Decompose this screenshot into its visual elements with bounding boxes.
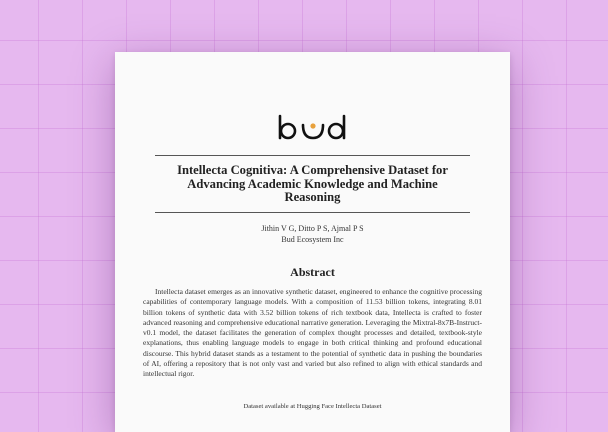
paper-title xyxy=(145,164,480,205)
author-block xyxy=(145,223,480,245)
bud-logo-icon xyxy=(276,114,350,142)
paper-page xyxy=(115,52,510,432)
dataset-note: Dataset available at Hugging Face Intellecta Dataset xyxy=(243,403,382,410)
title-line: Reasoning xyxy=(284,190,341,204)
title-rule-top xyxy=(155,155,470,156)
title-line: Advancing Academic Knowledge and Machine xyxy=(187,176,438,191)
abstract-text: Intellecta dataset emerges as an innovative synthetic dataset, engineered to enhance the cognitive processing capabilities of contemporary language models. With a composition of 11.53 billion tokens, integrating 8.01 billion tokens of synthetic data with 3.52 billion tokens of rich textbook data, Intellecta is crafted to foster advanced reasoning and comprehensive educational narrative generation. Leveraging the Mixtral-8x7B-Instruct-v0.1 model, the dataset facilitates the generation of complex thought processes and detailed, textbook-style explanations, thus enabling language models to engage in both critical thinking and profound educational discourse. This hybrid dataset stands as a testament to the potential of synthetic data in pushing the boundaries of AI, offering a repository that is not only vast and varied but also refined to align with ethical standards and intellectual rigor. xyxy=(143,287,482,379)
affiliation: Bud Ecosystem Inc xyxy=(281,235,344,244)
abstract-heading: Abstract xyxy=(290,265,335,279)
title-rule-bottom xyxy=(155,212,470,213)
title-line: Intellecta Cognitiva: A Comprehensive Dataset for xyxy=(177,163,448,177)
author-names: Jithin V G, Ditto P S, Ajmal P S xyxy=(261,224,364,233)
